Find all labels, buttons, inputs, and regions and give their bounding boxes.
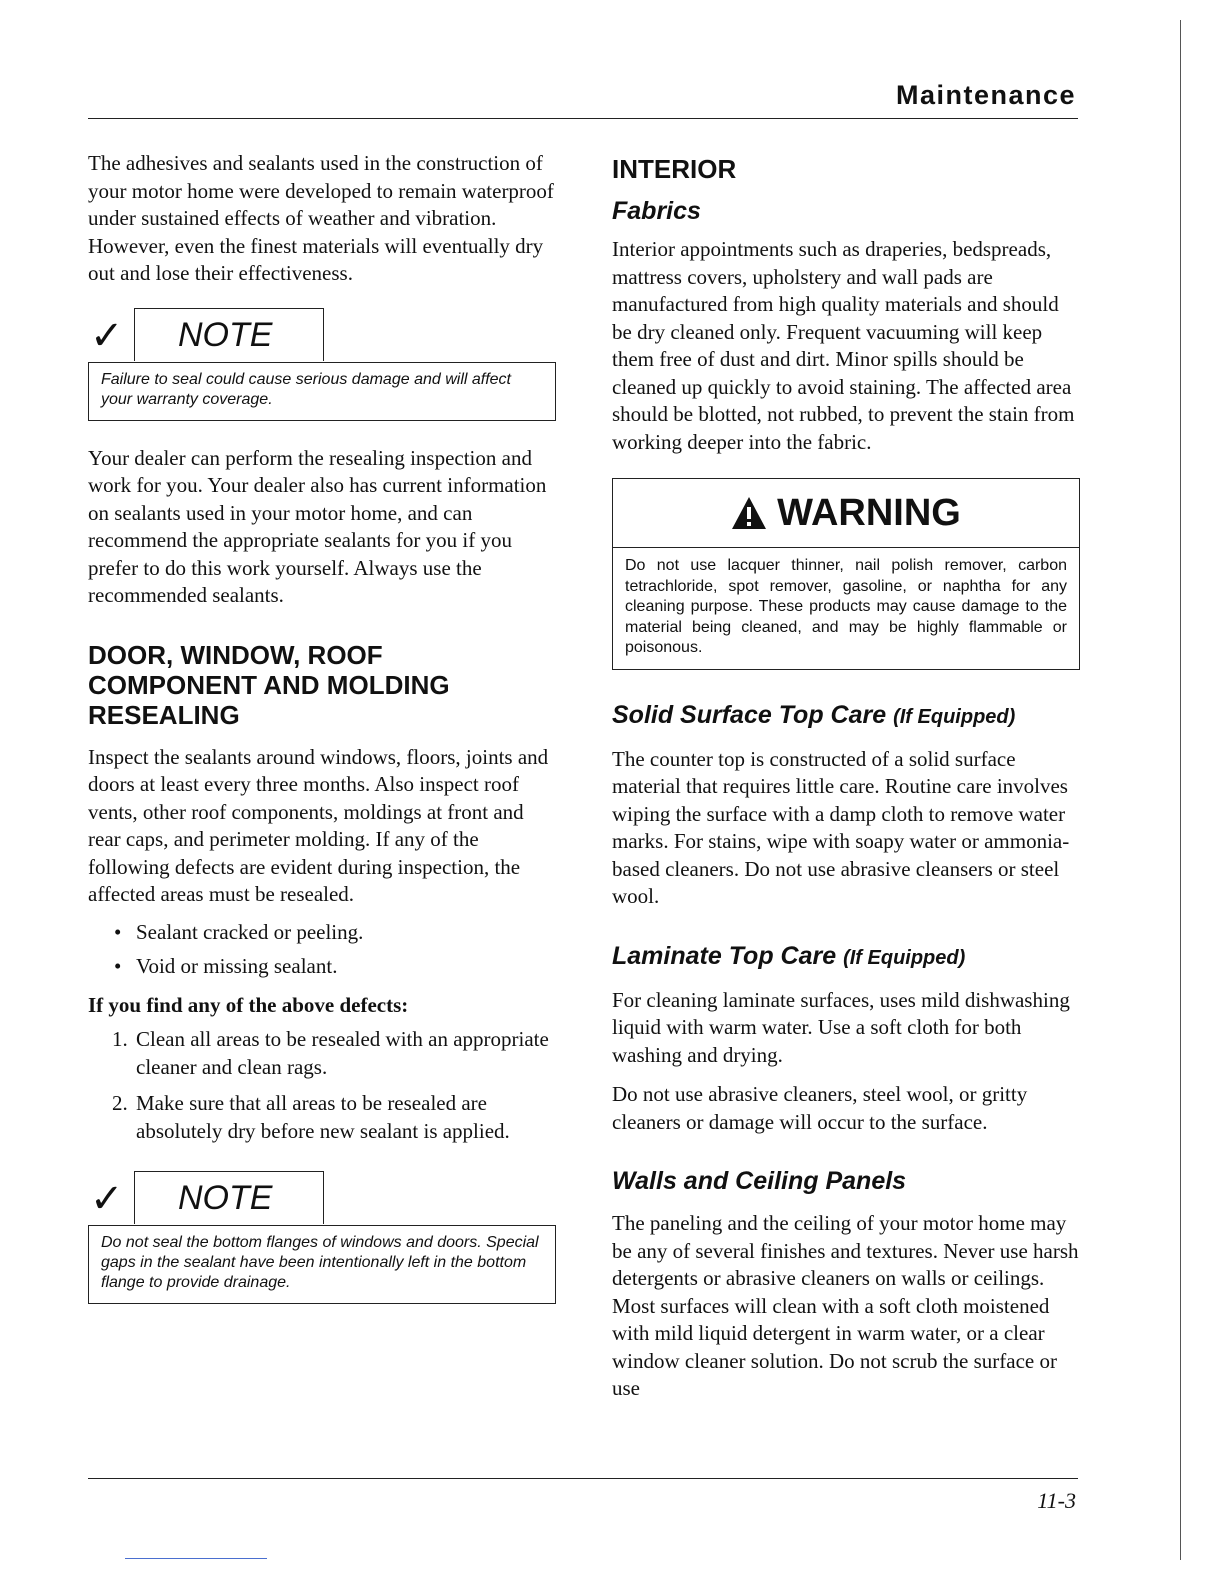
warning-label: WARNING: [777, 491, 961, 534]
note-header: [88, 308, 556, 362]
fabrics-heading: Fabrics: [612, 197, 701, 225]
step-text: Clean all areas to be resealed with an appropriate cleaner and clean rags.: [136, 1026, 549, 1079]
note-text: Do not seal the bottom flanges of windows and doors. Special gaps in the sealant have been intentionally left in the bottom flange to provide drainage.: [88, 1225, 556, 1304]
list-item-text: Sealant cracked or peeling.: [136, 919, 364, 944]
bullet-icon: •: [114, 919, 122, 944]
reseal-paragraph: Inspect the sealants around windows, floors, joints and doors at least every three months. Also inspect roof vents, other roof components, moldings at front and rear caps, and perimeter molding. If any of the following defects are evident during inspection, the affected areas must be resealed.: [88, 744, 549, 906]
list-item-text: Void or missing sealant.: [136, 953, 338, 978]
walls-heading: Walls and Ceiling Panels: [612, 1167, 907, 1195]
solid-surface-heading-text: Solid Surface Top Care: [612, 700, 887, 729]
defect-list: [88, 915, 556, 983]
step-number: 2.: [112, 1090, 128, 1115]
laminate-heading: [612, 941, 1080, 973]
note-label: NOTE: [178, 1178, 273, 1217]
warning-callout: [612, 478, 1080, 670]
step-text: Make sure that all areas to be resealed are absolutely dry before new sealant is applied.: [136, 1090, 510, 1143]
note-callout: [88, 308, 556, 421]
warning-header: [613, 479, 1079, 548]
step-number: 1.: [112, 1026, 128, 1051]
laminate-paragraph: Do not use abrasive cleaners, steel wool, or gritty cleaners or damage will occur to the surface.: [612, 1082, 1028, 1134]
warning-text: Do not use lacquer thinner, nail polish remover, carbon tetrachloride, spot remover, gasoline, or naphtha for any cleaning purpose. These products may cause damage to the material being cleaned, and may be highly flammable or poisonous.: [625, 557, 1067, 656]
laminate-suffix: (If Equipped): [843, 946, 966, 969]
step-list: [88, 1025, 556, 1145]
solid-surface-paragraph: The counter top is constructed of a solid surface material that requires little care. Routine care involves wiping the surface with a damp cloth to remove water marks. For stains, wipe with soapy water or ammonia-based cleaners. Do not use abrasive cleansers or steel wool.: [612, 746, 1070, 908]
defects-subheading: If you find any of the above defects:: [88, 992, 409, 1017]
solid-surface-heading: [612, 700, 1080, 732]
solid-surface-suffix: (If Equipped): [893, 705, 1016, 728]
left-column: [88, 150, 556, 1328]
page-header-title: Maintenance: [895, 80, 1076, 110]
page-number: 11-3: [1037, 1488, 1076, 1513]
laminate-heading-text: Laminate Top Care: [612, 941, 837, 970]
checkmark-icon: ✓: [90, 312, 124, 359]
right-column: [612, 150, 1080, 1415]
list-item: [88, 949, 556, 983]
page-edge-line: [1180, 20, 1181, 1560]
warning-triangle-icon: [731, 496, 767, 530]
reseal-heading: DOOR, WINDOW, ROOF COMPONENT AND MOLDING RESEALING: [88, 639, 450, 730]
footer-rule: [88, 1478, 1078, 1479]
fabrics-paragraph: Interior appointments such as draperies, bedspreads, mattress covers, upholstery and wall pads are manufactured from high quality materials and should be dry cleaned only. Frequent vacuuming will keep them free of dust and dirt. Minor spills should be cleaned up quickly to avoid staining. The affected area should be blotted, not rubbed, to prevent the stain from working deeper into the fabric.: [612, 237, 1075, 454]
interior-heading: INTERIOR: [612, 154, 737, 184]
checkmark-icon: ✓: [90, 1175, 124, 1222]
step-item: [88, 1025, 556, 1081]
list-item: [88, 915, 556, 949]
bullet-icon: •: [114, 953, 122, 978]
intro-paragraph: The adhesives and sealants used in the construction of your motor home were developed to remain waterproof under sustained effects of weather and vibration. However, even the finest materials will eventually dry out and lose their effectiveness.: [88, 151, 554, 285]
note-callout: [88, 1171, 556, 1304]
step-item: [88, 1089, 556, 1145]
note-header: [88, 1171, 556, 1225]
footer-underline: [125, 1558, 267, 1559]
dealer-paragraph: Your dealer can perform the resealing inspection and work for you. Your dealer also has current information on sealants used in your motor home, and can recommend the appropriate sealants for you if you prefer to do this work yourself. Always use the recommended sealants.: [88, 445, 547, 607]
laminate-paragraph: For cleaning laminate surfaces, uses mild dishwashing liquid with warm water. Use a soft cloth for both washing and drying.: [612, 987, 1070, 1067]
note-label: NOTE: [178, 315, 273, 354]
walls-paragraph: The paneling and the ceiling of your motor home may be any of several finishes and textures. Never use harsh detergents or abrasive cleaners on walls or ceilings. Most surfaces will clean with a soft cloth moistened with mild liquid detergent in warm water, or a clear window cleaner solution. Do not scrub the surface or use: [612, 1211, 1079, 1400]
note-text: Failure to seal could cause serious damage and will affect your warranty coverage.: [88, 362, 556, 421]
header-rule: [88, 118, 1078, 119]
